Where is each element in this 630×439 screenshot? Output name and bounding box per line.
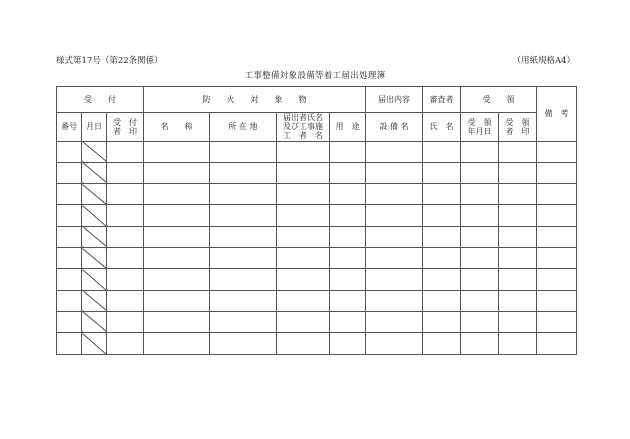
applicant-cell <box>277 184 330 205</box>
header-location: 所 在 地 <box>210 113 277 142</box>
location-cell <box>210 184 277 205</box>
usage-cell <box>330 248 366 269</box>
remarks-cell <box>537 141 577 162</box>
receipt-date-cell <box>461 311 499 332</box>
remarks-cell <box>537 333 577 354</box>
name-cell <box>144 290 210 311</box>
remarks-cell <box>537 290 577 311</box>
header-report-content: 届出内容 <box>366 87 423 113</box>
receipt-date-cell <box>461 141 499 162</box>
name-cell <box>144 162 210 183</box>
equipment-cell <box>366 290 423 311</box>
date-cell <box>82 333 107 354</box>
header-usage: 用 途 <box>330 113 366 142</box>
receipt-seal-cell <box>499 184 537 205</box>
receiver-seal-cell <box>107 248 144 269</box>
usage-cell <box>330 290 366 311</box>
header-examiner: 審査者 <box>423 87 461 113</box>
applicant-cell <box>277 333 330 354</box>
header-receipt: 受 領 <box>461 87 537 113</box>
number-cell <box>57 333 82 354</box>
location-cell <box>210 162 277 183</box>
equipment-cell <box>366 226 423 247</box>
location-cell <box>210 141 277 162</box>
date-cell <box>82 141 107 162</box>
receiver-seal-cell <box>107 226 144 247</box>
equipment-cell <box>366 248 423 269</box>
header-receipt-date-line2: 年月日 <box>467 126 492 136</box>
table-row <box>57 226 577 247</box>
receipt-seal-cell <box>499 205 537 226</box>
header-applicant-line1: 届出者氏名 <box>283 113 323 122</box>
header-equipment-name: 設 備 名 <box>366 113 423 142</box>
number-cell <box>57 311 82 332</box>
remarks-cell <box>537 269 577 290</box>
remarks-cell <box>537 205 577 226</box>
location-cell <box>210 269 277 290</box>
table-row <box>57 205 577 226</box>
receipt-date-cell <box>461 162 499 183</box>
examiner-cell <box>423 205 461 226</box>
remarks-cell <box>537 184 577 205</box>
receipt-date-cell <box>461 184 499 205</box>
remarks-cell <box>537 248 577 269</box>
applicant-cell <box>277 248 330 269</box>
usage-cell <box>330 141 366 162</box>
applicant-cell <box>277 226 330 247</box>
examiner-cell <box>423 290 461 311</box>
equipment-cell <box>366 311 423 332</box>
location-cell <box>210 248 277 269</box>
usage-cell <box>330 311 366 332</box>
applicant-cell <box>277 162 330 183</box>
header-fire-target: 防 火 対 象 物 <box>144 87 366 113</box>
date-cell <box>82 269 107 290</box>
name-cell <box>144 333 210 354</box>
equipment-cell <box>366 184 423 205</box>
examiner-cell <box>423 162 461 183</box>
location-cell <box>210 311 277 332</box>
location-cell <box>210 290 277 311</box>
examiner-cell <box>423 184 461 205</box>
receipt-date-cell <box>461 248 499 269</box>
date-cell <box>82 248 107 269</box>
usage-cell <box>330 205 366 226</box>
applicant-cell <box>277 269 330 290</box>
header-receipt-date <box>461 113 499 142</box>
receiver-seal-cell <box>107 290 144 311</box>
table-row <box>57 269 577 290</box>
table-row <box>57 162 577 183</box>
remarks-cell <box>537 311 577 332</box>
date-cell <box>82 162 107 183</box>
header-receipt-date-line1: 受 領 <box>467 117 492 127</box>
header-applicant-line2: 及び工事施 <box>283 122 323 132</box>
usage-cell <box>330 162 366 183</box>
equipment-cell <box>366 333 423 354</box>
remarks-cell <box>537 162 577 183</box>
number-cell <box>57 205 82 226</box>
receipt-seal-cell <box>499 269 537 290</box>
header-date: 月日 <box>82 113 107 142</box>
receiver-seal-cell <box>107 205 144 226</box>
number-cell <box>57 184 82 205</box>
receipt-seal-cell <box>499 333 537 354</box>
examiner-cell <box>423 226 461 247</box>
date-cell <box>82 311 107 332</box>
name-cell <box>144 205 210 226</box>
receipt-date-cell <box>461 333 499 354</box>
name-cell <box>144 269 210 290</box>
header-uketsuke: 受 付 <box>57 87 144 113</box>
applicant-cell <box>277 205 330 226</box>
sub-header-row <box>57 113 577 142</box>
table-row <box>57 311 577 332</box>
header-receiver-seal <box>107 113 144 142</box>
date-cell <box>82 184 107 205</box>
receipt-date-cell <box>461 269 499 290</box>
table-row <box>57 290 577 311</box>
location-cell <box>210 226 277 247</box>
paper-size-note: （用紙規格A4） <box>512 56 575 66</box>
examiner-cell <box>423 333 461 354</box>
table-row <box>57 141 577 162</box>
receiver-seal-cell <box>107 184 144 205</box>
remarks-cell <box>537 226 577 247</box>
receipt-seal-cell <box>499 141 537 162</box>
usage-cell <box>330 333 366 354</box>
equipment-cell <box>366 162 423 183</box>
header-remarks: 備 考 <box>537 87 577 142</box>
header-receiver-seal-line1: 受 付 <box>113 117 137 127</box>
examiner-cell <box>423 141 461 162</box>
document-title: 工事整備対象設備等着工届出処理簿 <box>244 71 386 81</box>
usage-cell <box>330 184 366 205</box>
header-receipt-seal <box>499 113 537 142</box>
number-cell <box>57 226 82 247</box>
header-applicant <box>277 113 330 142</box>
receipt-date-cell <box>461 226 499 247</box>
register-table <box>56 86 577 355</box>
date-cell <box>82 290 107 311</box>
location-cell <box>210 205 277 226</box>
receipt-seal-cell <box>499 226 537 247</box>
receiver-seal-cell <box>107 333 144 354</box>
header-receipt-seal-line1: 受 領 <box>505 117 530 127</box>
examiner-cell <box>423 248 461 269</box>
header-receiver-seal-line2: 者 印 <box>113 126 137 136</box>
receipt-seal-cell <box>499 248 537 269</box>
receiver-seal-cell <box>107 141 144 162</box>
equipment-cell <box>366 205 423 226</box>
register-body <box>57 141 577 354</box>
examiner-cell <box>423 269 461 290</box>
equipment-cell <box>366 269 423 290</box>
receiver-seal-cell <box>107 311 144 332</box>
name-cell <box>144 141 210 162</box>
name-cell <box>144 248 210 269</box>
table-row <box>57 333 577 354</box>
header-receipt-seal-line2: 者 印 <box>505 126 530 136</box>
receiver-seal-cell <box>107 269 144 290</box>
applicant-cell <box>277 290 330 311</box>
form-number: 様式第17号（第22条関係） <box>56 56 163 66</box>
usage-cell <box>330 269 366 290</box>
number-cell <box>57 248 82 269</box>
header-applicant-line3: 工 者 名 <box>283 131 323 141</box>
header-examiner-name: 氏 名 <box>423 113 461 142</box>
location-cell <box>210 333 277 354</box>
receipt-date-cell <box>461 205 499 226</box>
applicant-cell <box>277 311 330 332</box>
name-cell <box>144 184 210 205</box>
number-cell <box>57 141 82 162</box>
examiner-cell <box>423 311 461 332</box>
receipt-date-cell <box>461 290 499 311</box>
date-cell <box>82 226 107 247</box>
table-row <box>57 248 577 269</box>
header-name: 名 称 <box>144 113 210 142</box>
group-header-row <box>57 87 577 113</box>
name-cell <box>144 311 210 332</box>
receipt-seal-cell <box>499 290 537 311</box>
applicant-cell <box>277 141 330 162</box>
equipment-cell <box>366 141 423 162</box>
receipt-seal-cell <box>499 162 537 183</box>
receipt-seal-cell <box>499 311 537 332</box>
header-number: 番号 <box>57 113 82 142</box>
name-cell <box>144 226 210 247</box>
number-cell <box>57 269 82 290</box>
table-row <box>57 184 577 205</box>
number-cell <box>57 162 82 183</box>
receiver-seal-cell <box>107 162 144 183</box>
number-cell <box>57 290 82 311</box>
usage-cell <box>330 226 366 247</box>
date-cell <box>82 205 107 226</box>
